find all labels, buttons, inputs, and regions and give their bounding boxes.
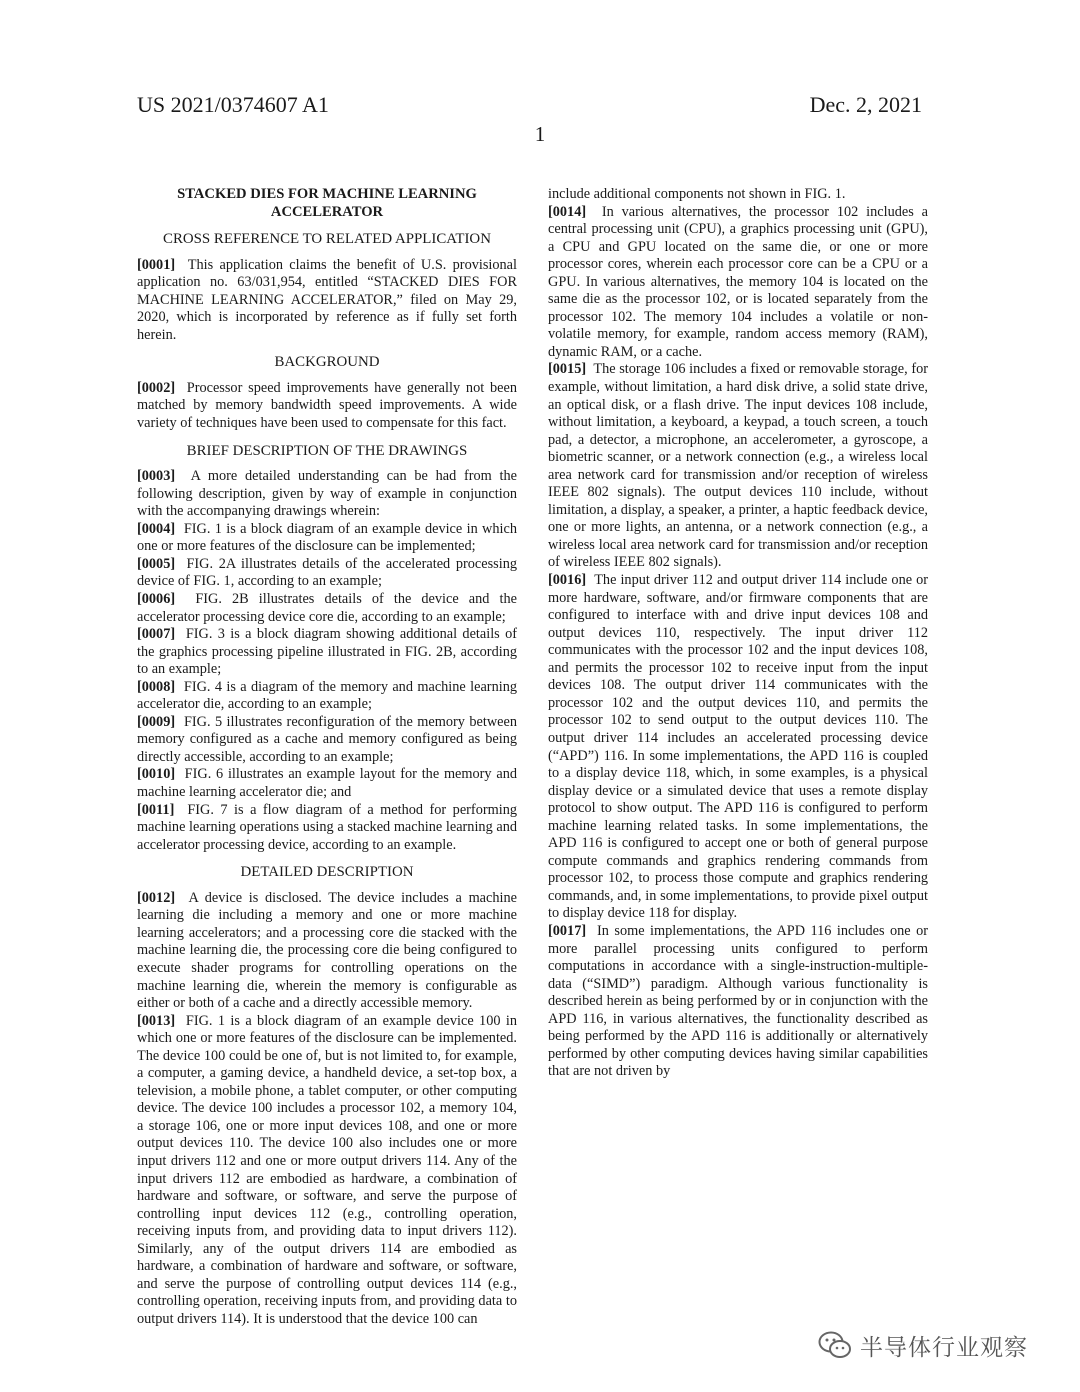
- paragraph-0013-continued: include additional components not shown in FIG. 1.: [548, 186, 846, 202]
- paragraph-0014: [0014] In various alternatives, the processor 102 includes a central processing unit (CPU), a graphics processing unit (GPU), a CPU and GPU located on the same die, or one or more processor cores, wherein each processor core can be a CPU or a GPU. In various alternatives, the memory 104 is located on the same die as the processor 102, or is located separately from the processor 102. The memory 104 includes a volatile or non-volatile memory, for example, random access memory (RAM), dynamic RAM, or a cache.: [548, 203, 928, 360]
- paragraph-0002: [0002] Processor speed improvements have generally not been matched by memory bandwidth speed improvements. A wide variety of techniques have been used to compensate for this fact.: [137, 379, 517, 432]
- paragraph-0001: [0001] This application claims the benefit of U.S. provisional application no. 63/031,954, entitled “STACKED DIES FOR MACHINE LEARNING ACCELERATOR,” filed on May 29, 2020, which is incorporated by reference as if fully set forth herein.: [137, 256, 517, 343]
- paragraph-0017: [0017] In some implementations, the APD 116 includes one or more parallel processing units configured to perform computations in accordance with a single-instruction-multiple-data (“SIMD”) paradigm. Although various functionality is described herein as being performed by or in conjunction with the APD 116, in various alternatives, the functionality described as being performed by the APD 116 is additionally or alternatively performed by other computing devices having similar capabilities that are not driven by: [548, 922, 928, 1080]
- heading-brief-description: BRIEF DESCRIPTION OF THE DRAWINGS: [186, 442, 468, 459]
- watermark-text: 半导体行业观察: [860, 1334, 1028, 1361]
- paragraph-0007: [0007] FIG. 3 is a block diagram showing additional details of the graphics processing pipeline illustrated in FIG. 2B, according to an example;: [137, 626, 517, 678]
- paragraph-0009: [0009] FIG. 5 illustrates reconfiguration of the memory between memory configured as a cache and memory configured as being directly accessible, according to an example;: [137, 713, 517, 765]
- wechat-icon: [818, 1330, 852, 1360]
- paragraph-0010: [0010] FIG. 6 illustrates an example layout for the memory and machine learning accelerator die; and: [137, 766, 517, 800]
- paragraph-0006: [0006] FIG. 2B illustrates details of the device and the accelerator processing device core die, according to an example;: [137, 590, 518, 625]
- heading-detailed-description: DETAILED DESCRIPTION: [240, 864, 414, 881]
- paragraph-0011: [0011] FIG. 7 is a flow diagram of a method for performing machine learning operations using a stacked machine learning and accelerator processing device, according to an example.: [137, 801, 517, 853]
- document-title: STACKED DIES FOR MACHINE LEARNING ACCELERATOR: [177, 186, 477, 220]
- right-column: [548, 186, 928, 1081]
- paragraph-0012: [0012] A device is disclosed. The device includes a machine learning die including a memory and one or more machine learning accelerators; and a processing core die stacked with the machine learning die, the processing core die being configured to execute shader programs for controlling operations on the machine learning die, wherein the memory is configurable as either or both of a cache and a directly accessible memory.: [137, 889, 517, 1012]
- paragraph-0004: [0004] FIG. 1 is a block diagram of an example device in which one or more features of the disclosure can be implemented;: [137, 520, 517, 555]
- page-number: 1: [534, 122, 546, 146]
- paragraph-0015: [0015] The storage 106 includes a fixed or removable storage, for example, without limitation, a hard disk drive, a solid state drive, an optical disk, or a flash drive. The input devices 108 include, without limitation, a keyboard, a keypad, a touch screen, a touch pad, a detector, a microphone, an accelerometer, a gyroscope, a biometric scanner, or a network connection (e.g., a wireless local area network card for transmission and/or reception of wireless IEEE 802 signals). The output devices 110 include, without limitation, a display, a speaker, a printer, a haptic feedback device, one or more lights, an antenna, or a network connection (e.g., a wireless local area network card for transmission and/or reception of wireless IEEE 802 signals).: [548, 361, 928, 571]
- left-column: [137, 186, 517, 1328]
- paragraph-0016: [0016] The input driver 112 and output driver 114 include one or more hardware, software, and/or firmware components that are configured to interface with and drive input devices 108 and output devices 110, respectively. The input driver 112 communicates with the processor 102 and the input devices 108, and permits the processor 102 to receive input from the input devices 108. The output driver 114 communicates with the processor 102 and the output devices 110, and permits the processor 102 to send output to the output devices 110. The output driver 114 includes an accelerated processing device (“APD”) 116. In some implementations, the APD 116 is coupled to a display device 118, which, in some examples, is a physical display device or a simulated device that uses a remote display protocol to show output. The APD 116 is configured to perform machine learning related tasks. In some implementations, the APD 116 is configured to accept one or both of general purpose compute commands and graphics rendering commands from processor 102, to process those compute and graphics rendering commands, and, in some implementations, to provide pixel output to display device 118 for display.: [548, 572, 928, 922]
- publication-date: Dec. 2, 2021: [809, 92, 922, 117]
- heading-background: BACKGROUND: [274, 354, 380, 371]
- paragraph-0003: [0003] A more detailed understanding can be had from the following description, given by way of example in conjunction with the accompanying drawings wherein:: [137, 468, 517, 520]
- paragraph-0008: [0008] FIG. 4 is a diagram of the memory and machine learning accelerator die, according to an example;: [137, 678, 517, 713]
- watermark: [818, 1328, 1028, 1362]
- paragraph-0005: [0005] FIG. 2A illustrates details of the accelerated processing device of FIG. 1, according to an example;: [137, 555, 517, 590]
- publication-number: US 2021/0374607 A1: [137, 92, 329, 117]
- paragraph-0013: [0013] FIG. 1 is a block diagram of an example device 100 in which one or more features of the disclosure can be implemented. The device 100 could be one of, but is not limited to, for example, a computer, a gaming device, a handheld device, a set-top box, a television, a mobile phone, a tablet computer, or other computing device. The device 100 includes a processor 102, a memory 104, a storage 106, one or more input devices 108, and one or more output devices 110. The device 100 also includes one or more input drivers 112 and one or more output drivers 114. Any of the input drivers 112 are embodied as hardware, a combination of hardware and software, or software, and serve the purpose of controlling input devices 112 (e.g., controlling operation, receiving inputs from, and providing data to input drivers 112). Similarly, any of the output drivers 114 are embodied as hardware, a combination of hardware and software, or software, and serve the purpose of controlling output devices 114 (e.g., controlling operation, receiving inputs from, and providing data to output drivers 114). It is understood that the device 100 can: [137, 1012, 517, 1327]
- heading-cross-reference: CROSS REFERENCE TO RELATED APPLICATION: [163, 231, 491, 247]
